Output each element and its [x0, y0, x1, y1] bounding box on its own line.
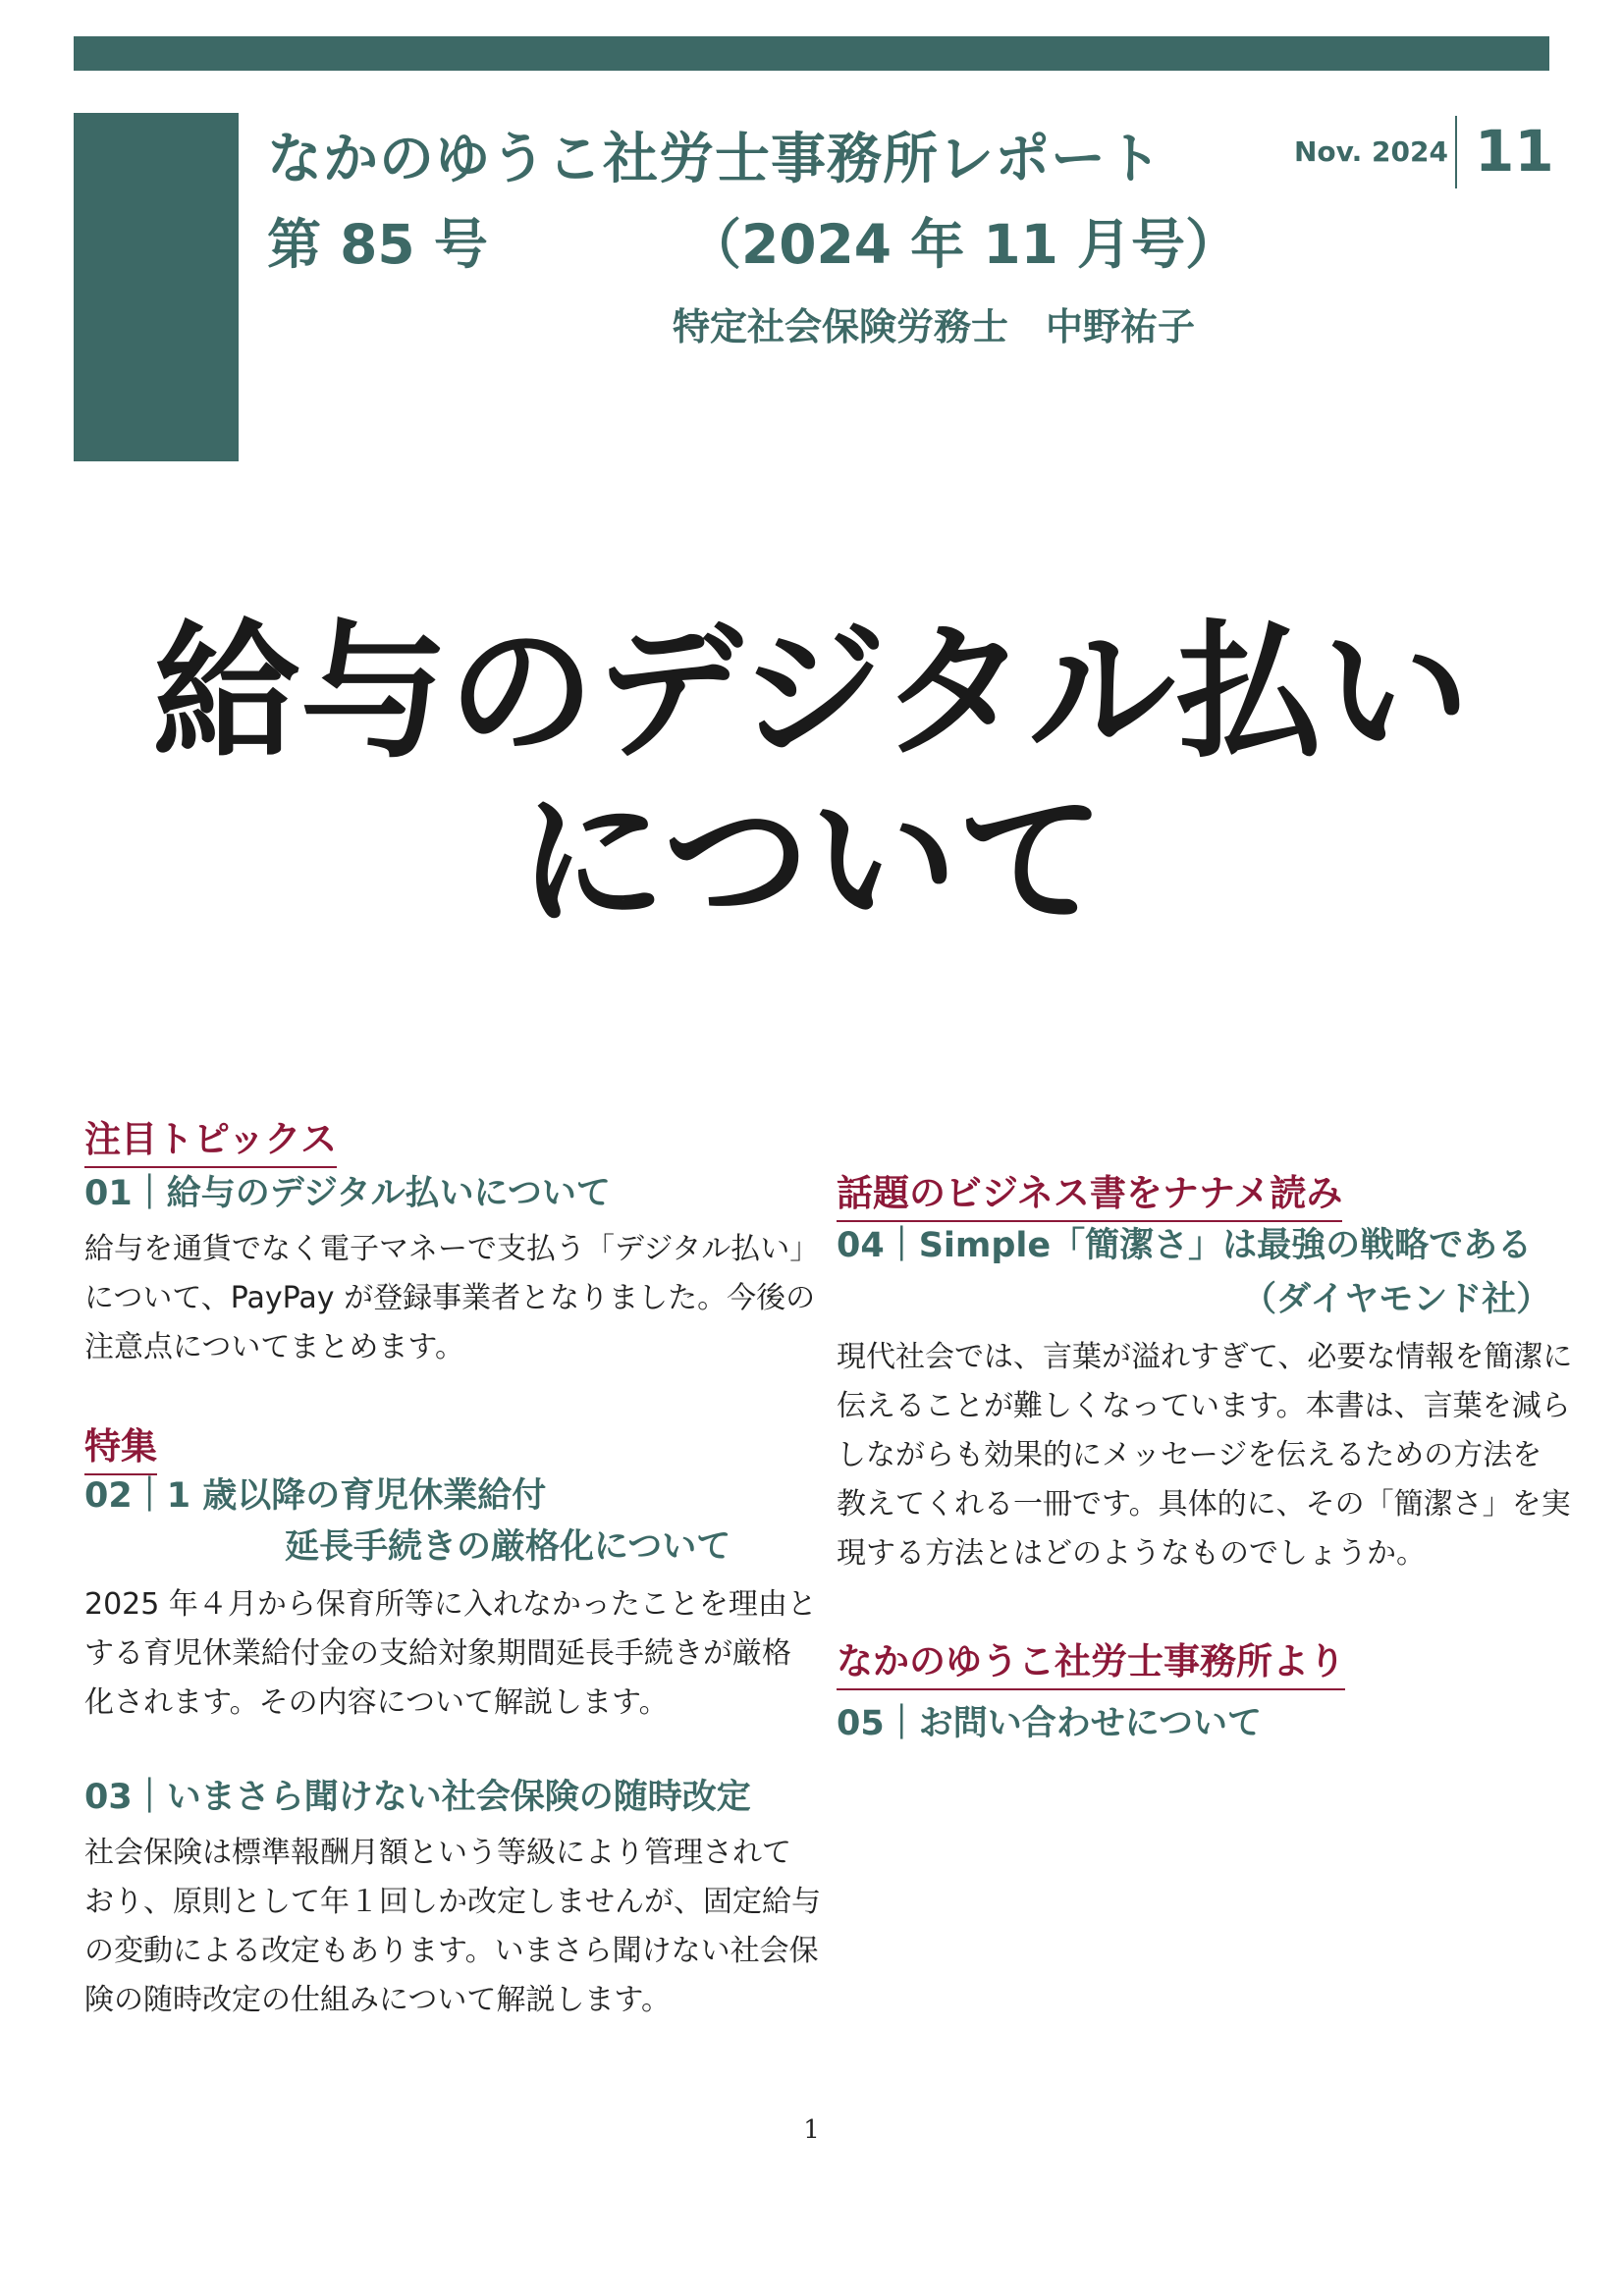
item04-line: 現する方法とはどのようなものでしょうか。	[837, 1536, 1426, 1571]
item03-line: 社会保険は標準報酬月額という等級により管理されて	[84, 1836, 791, 1870]
item05-title: 05｜お問い合わせについて	[837, 1704, 1263, 1743]
item04-line: しながらも効果的にメッセージを伝えるための方法を	[837, 1438, 1542, 1472]
topics-heading: 注目トピックス	[84, 1109, 337, 1168]
main-title-line2: について	[517, 776, 1105, 947]
office-heading: なかのゆうこ社労士事務所より	[837, 1631, 1345, 1690]
item01-title: 01｜給与のデジタル払いについて	[84, 1174, 611, 1213]
top-accent-bar	[74, 36, 1549, 71]
feature-heading: 特集	[84, 1416, 157, 1475]
item01-body	[84, 1225, 819, 1372]
item02-line: する育児休業給付金の支給対象期間延長手続きが厳格	[84, 1636, 791, 1671]
item01-line: 給与を通貨でなく電子マネーで支払う「デジタル払い」	[84, 1232, 820, 1266]
item01-line: について、PayPay が登録事業者となりました。今後の	[84, 1281, 816, 1315]
main-title-line1: 給与のデジタル払い	[152, 608, 1470, 778]
item01-line: 注意点についてまとめます。	[84, 1330, 464, 1364]
item04-title-line1: 04｜Simple「簡潔さ」は最強の戦略である	[837, 1226, 1533, 1265]
item04-line: 伝えることが難しくなっています。本書は、言葉を減ら	[837, 1389, 1571, 1423]
item04-line: 教えてくれる一冊です。具体的に、その「簡潔さ」を実	[837, 1487, 1571, 1522]
books-heading: 話題のビジネス書をナナメ読み	[837, 1163, 1342, 1222]
issue-date: （2024 年 11 月号）	[687, 213, 1240, 276]
item03-title: 03｜いまさら聞けない社会保険の随時改定	[84, 1778, 751, 1817]
month-number: 11	[1475, 118, 1554, 185]
item02-line: 2025 年４月から保育所等に入れなかったことを理由と	[84, 1587, 817, 1622]
main-title	[0, 609, 1623, 946]
item02-title-line1: 02｜1 歳以降の育児休業給付	[84, 1476, 547, 1516]
item03-line: の変動による改定もあります。いまさら聞けない社会保	[84, 1934, 819, 1968]
item04-line: 現代社会では、言葉が溢れすぎて、必要な情報を簡潔に	[837, 1340, 1573, 1374]
month-label: Nov. 2024	[1294, 135, 1448, 168]
item03-body	[84, 1829, 821, 2025]
item03-line: 険の随時改定の仕組みについて解説します。	[84, 1983, 671, 2017]
item04-title-line2: （ダイヤモンド社）	[1242, 1280, 1551, 1319]
header-divider	[1455, 116, 1457, 188]
report-title: なかのゆうこ社労士事務所レポート	[267, 128, 1163, 191]
item04-body	[837, 1333, 1572, 1578]
author: 特定社会保険労務士 中野祐子	[673, 305, 1196, 348]
side-accent-block	[74, 113, 239, 461]
page-number: 1	[803, 2115, 820, 2145]
item03-line: おり、原則として年１回しか改定しませんが、固定給与	[84, 1885, 821, 1919]
item02-title-line2: 延長手続きの厳格化について	[285, 1527, 731, 1567]
issue-number: 第 85 号	[267, 213, 488, 276]
item02-line: 化されます。その内容について解説します。	[84, 1685, 669, 1720]
item02-body	[84, 1580, 817, 1728]
